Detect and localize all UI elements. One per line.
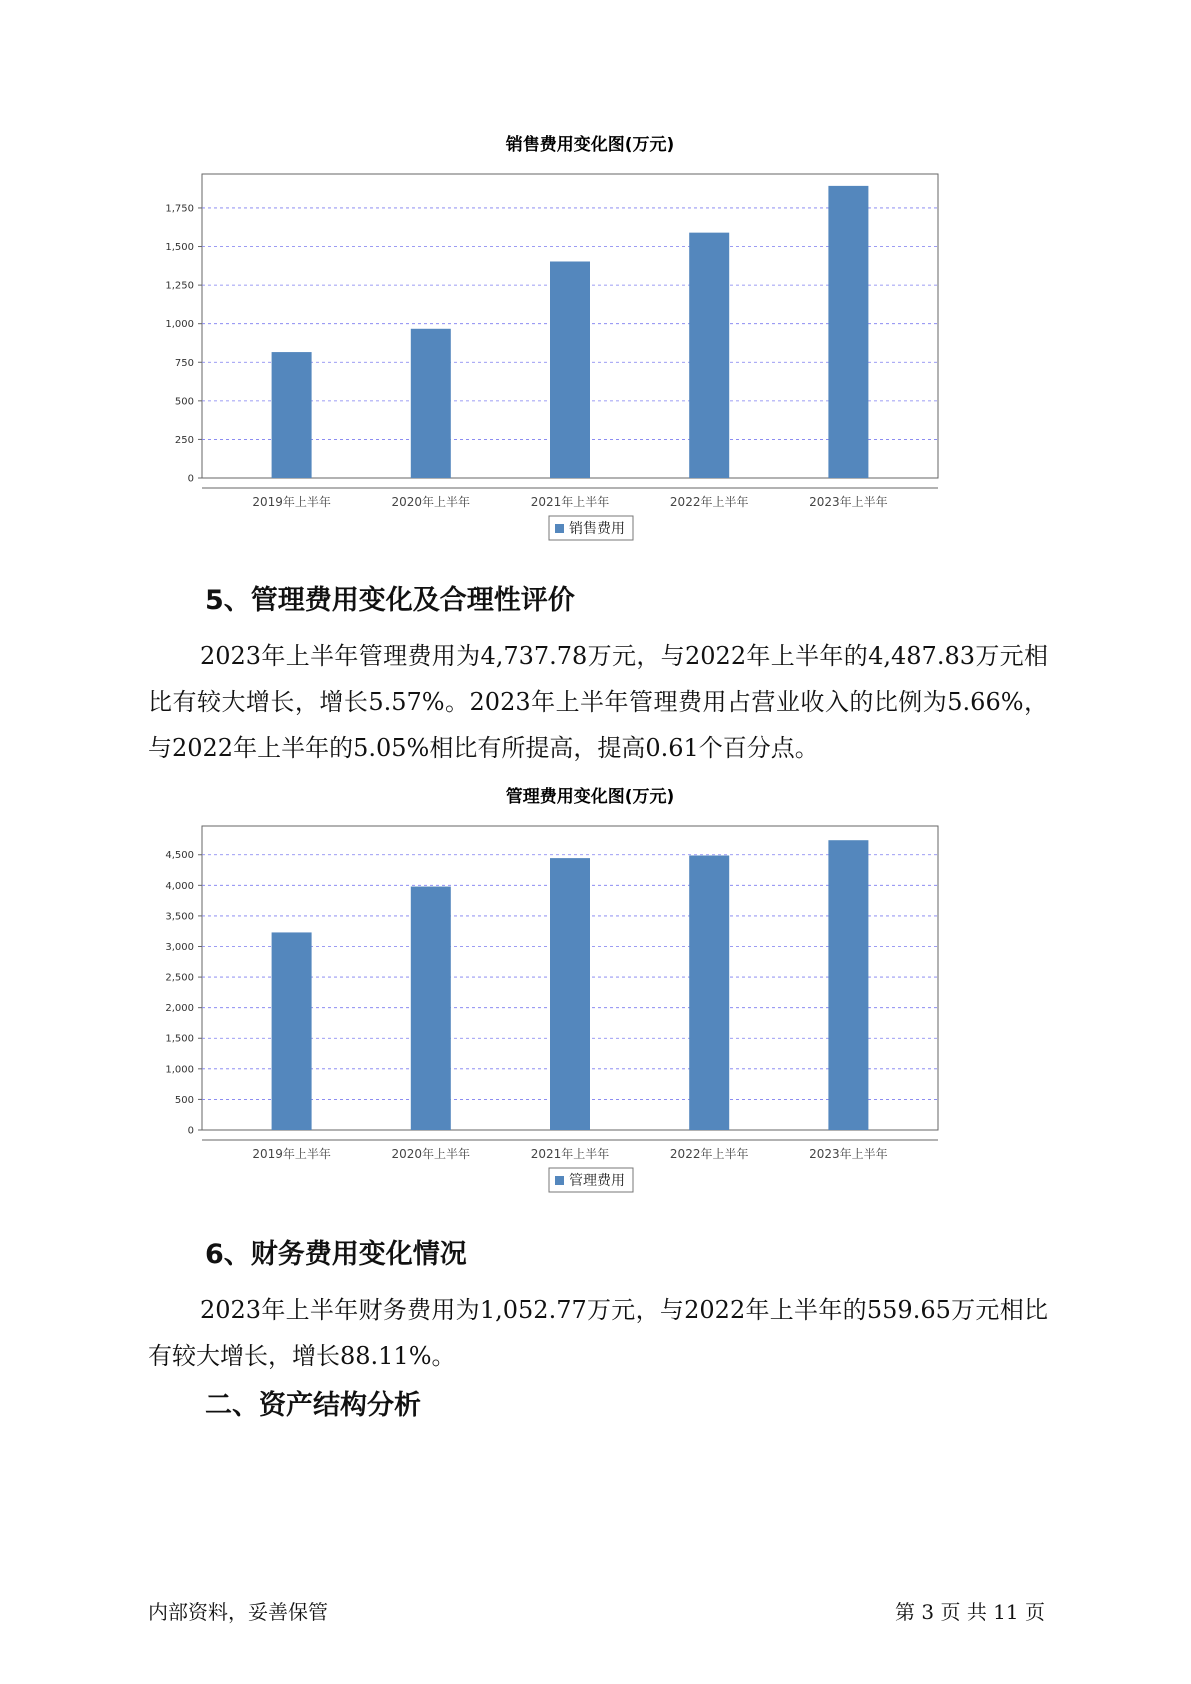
x-tick-label: 2020年上半年 [391, 1147, 471, 1161]
section-5-heading: 5、管理费用变化及合理性评价 [205, 585, 575, 616]
sales-expense-chart [150, 128, 1030, 548]
chart-title: 销售费用变化图(万元) [505, 135, 675, 155]
chart-title: 管理费用变化图(万元) [505, 787, 675, 807]
footer-page-number: 第 3 页 共 11 页 [895, 1600, 1045, 1624]
legend [549, 1168, 633, 1192]
legend-swatch [555, 1176, 564, 1185]
footer-confidential: 内部资料，妥善保管 [148, 1600, 328, 1624]
bar [272, 352, 312, 478]
y-tick-label: 500 [174, 396, 194, 408]
admin-expense-chart [150, 780, 1030, 1200]
y-tick-label: 1,250 [165, 280, 194, 292]
sales-expense-chart-svg [150, 128, 1030, 548]
bar [550, 858, 590, 1130]
legend [549, 516, 633, 540]
x-tick-label: 2021年上半年 [530, 495, 610, 509]
y-tick-label: 0 [187, 473, 194, 485]
legend-label: 管理费用 [569, 1173, 625, 1189]
bar [689, 855, 729, 1130]
bar [689, 233, 729, 478]
bar [550, 261, 590, 478]
y-tick-label: 2,500 [165, 972, 194, 984]
x-tick-label: 2023年上半年 [809, 1147, 888, 1161]
bar [411, 329, 451, 478]
y-tick-label: 4,500 [165, 850, 194, 862]
legend-swatch [555, 524, 564, 533]
legend-label: 销售费用 [569, 521, 625, 537]
y-tick-label: 0 [187, 1125, 194, 1137]
section-6-paragraph: 2023年上半年财务费用为1,052.77万元，与2022年上半年的559.65万元相比有较大增长，增长88.11%。 [148, 1296, 1048, 1370]
x-tick-label: 2019年上半年 [252, 1147, 331, 1161]
admin-expense-chart-svg [150, 780, 1030, 1200]
y-tick-label: 750 [174, 357, 194, 369]
section-two-heading: 二、资产结构分析 [205, 1390, 421, 1421]
x-tick-label: 2019年上半年 [252, 495, 331, 509]
bar [828, 186, 868, 478]
y-tick-label: 3,500 [165, 911, 194, 923]
bar [828, 840, 868, 1130]
y-tick-label: 1,000 [165, 319, 194, 331]
x-tick-label: 2022年上半年 [669, 495, 749, 509]
bar [411, 887, 451, 1130]
y-tick-label: 1,750 [165, 203, 194, 215]
bar [272, 932, 312, 1130]
y-tick-label: 3,000 [165, 941, 194, 953]
y-tick-label: 1,000 [165, 1064, 194, 1076]
x-tick-label: 2020年上半年 [391, 495, 471, 509]
section-6-heading: 6、财务费用变化情况 [205, 1239, 467, 1270]
x-tick-label: 2022年上半年 [669, 1147, 749, 1161]
y-tick-label: 1,500 [165, 242, 194, 254]
x-tick-label: 2023年上半年 [809, 495, 888, 509]
y-tick-label: 500 [174, 1094, 194, 1106]
y-tick-label: 1,500 [165, 1033, 194, 1045]
y-tick-label: 250 [174, 434, 194, 446]
section-5-paragraph: 2023年上半年管理费用为4,737.78万元，与2022年上半年的4,487.83万元相比有较大增长，增长5.57%。2023年上半年管理费用占营业收入的比例为5.66%，与2022年上半年的5.05%相比有所提高，提高0.61个百分点。 [148, 642, 1048, 762]
y-tick-label: 4,000 [165, 880, 194, 892]
y-tick-label: 2,000 [165, 1003, 194, 1015]
x-tick-label: 2021年上半年 [530, 1147, 610, 1161]
